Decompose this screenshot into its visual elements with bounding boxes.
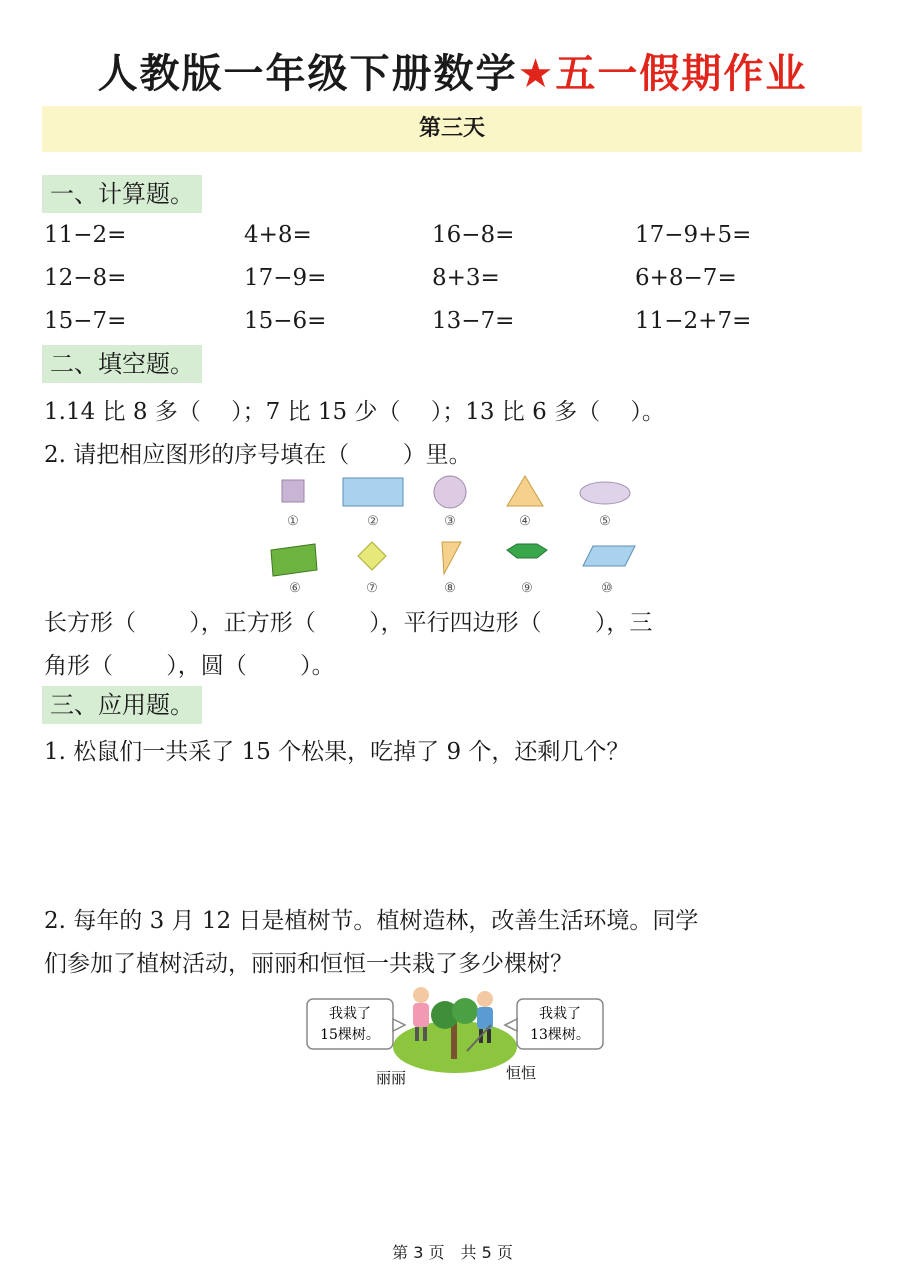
- boy-leg: [487, 1029, 491, 1043]
- calc-item: 15−7=: [44, 308, 127, 334]
- bubble-right-line1: 我栽了: [539, 1006, 581, 1022]
- bubble-left-line1: 我栽了: [329, 1006, 371, 1022]
- bubble-right-line2: 13棵树。: [530, 1027, 590, 1043]
- calc-item: 17−9=: [244, 265, 327, 291]
- fill-answer-line-1: 长方形（ ），正方形（ ），平行四边形（ ），三: [44, 610, 653, 636]
- day-banner: 第三天: [42, 106, 862, 152]
- triangle-shape: [507, 476, 543, 506]
- right-triangle-shape: [442, 542, 461, 574]
- shape-label: ⑦: [366, 581, 378, 596]
- bubble-tail-right: [505, 1019, 517, 1031]
- title-main: 人教版一年级下册数学: [97, 51, 518, 97]
- shape-label: ⑥: [289, 581, 301, 596]
- diamond-shape: [358, 542, 386, 570]
- application-question-1: 1. 松鼠们一共采了 15 个松果，吃掉了 9 个，还剩几个？: [44, 739, 630, 765]
- girl-body: [413, 1003, 429, 1027]
- shape-label: ⑤: [599, 514, 611, 529]
- calc-item: 13−7=: [432, 308, 515, 334]
- shape-label: ⑨: [521, 581, 533, 596]
- boy-head: [477, 991, 493, 1007]
- application-question-2-line-2: 们参加了植树活动，丽丽和恒恒一共栽了多少棵树？: [44, 951, 573, 977]
- calc-item: 11−2=: [44, 222, 127, 248]
- calc-item: 4+8=: [244, 222, 312, 248]
- calc-item: 8+3=: [432, 265, 500, 291]
- shape-label: ③: [444, 514, 456, 529]
- bubble-tail-left: [393, 1019, 405, 1031]
- title-highlight: 五一假期作业: [555, 51, 808, 97]
- tree-leaves: [452, 998, 478, 1024]
- ellipse-shape: [580, 482, 630, 504]
- hexagon-shape: [507, 544, 547, 558]
- fill-question-1: 1.14 比 8 多（ ）；7 比 15 少（ ）；13 比 6 多（ ）。: [44, 399, 665, 425]
- calc-item: 12−8=: [44, 265, 127, 291]
- green-rectangle-shape: [271, 544, 317, 576]
- section-calculation: 一、计算题。: [42, 175, 202, 213]
- rectangle-shape: [343, 478, 403, 506]
- application-question-2-line-1: 2. 每年的 3 月 12 日是植树节。植树造林，改善生活环境。同学: [44, 908, 699, 934]
- girl-head: [413, 987, 429, 1003]
- girl-leg: [415, 1027, 419, 1041]
- shape-label: ②: [367, 514, 379, 529]
- tree-planting-illustration: [305, 985, 605, 1090]
- shape-label: ⑧: [444, 581, 456, 596]
- shape-label: ④: [519, 514, 531, 529]
- shapes-figure: [255, 470, 655, 600]
- shape-label: ⑩: [601, 581, 613, 596]
- star-icon: ★: [517, 51, 556, 97]
- fill-question-2: 2. 请把相应图形的序号填在（ ）里。: [44, 442, 472, 468]
- small-square-shape: [282, 480, 304, 502]
- page-footer: 第 3 页 共 5 页: [392, 1243, 513, 1262]
- calc-item: 15−6=: [244, 308, 327, 334]
- fill-answer-line-2: 角形（ ），圆（ ）。: [44, 653, 335, 679]
- circle-shape: [434, 476, 466, 508]
- name-hengheng: 恒恒: [505, 1064, 537, 1082]
- bubble-left-line2: 15棵树。: [320, 1027, 380, 1043]
- parallelogram-shape: [583, 546, 635, 566]
- shape-label: ①: [287, 514, 299, 529]
- calc-item: 11−2+7=: [635, 308, 752, 334]
- calc-item: 17−9+5=: [635, 222, 752, 248]
- page-title: [0, 42, 905, 99]
- girl-leg: [423, 1027, 427, 1041]
- calc-item: 6+8−7=: [635, 265, 737, 291]
- section-application: 三、应用题。: [42, 686, 202, 724]
- name-lili: 丽丽: [375, 1069, 407, 1087]
- calc-item: 16−8=: [432, 222, 515, 248]
- section-fill-blank: 二、填空题。: [42, 345, 202, 383]
